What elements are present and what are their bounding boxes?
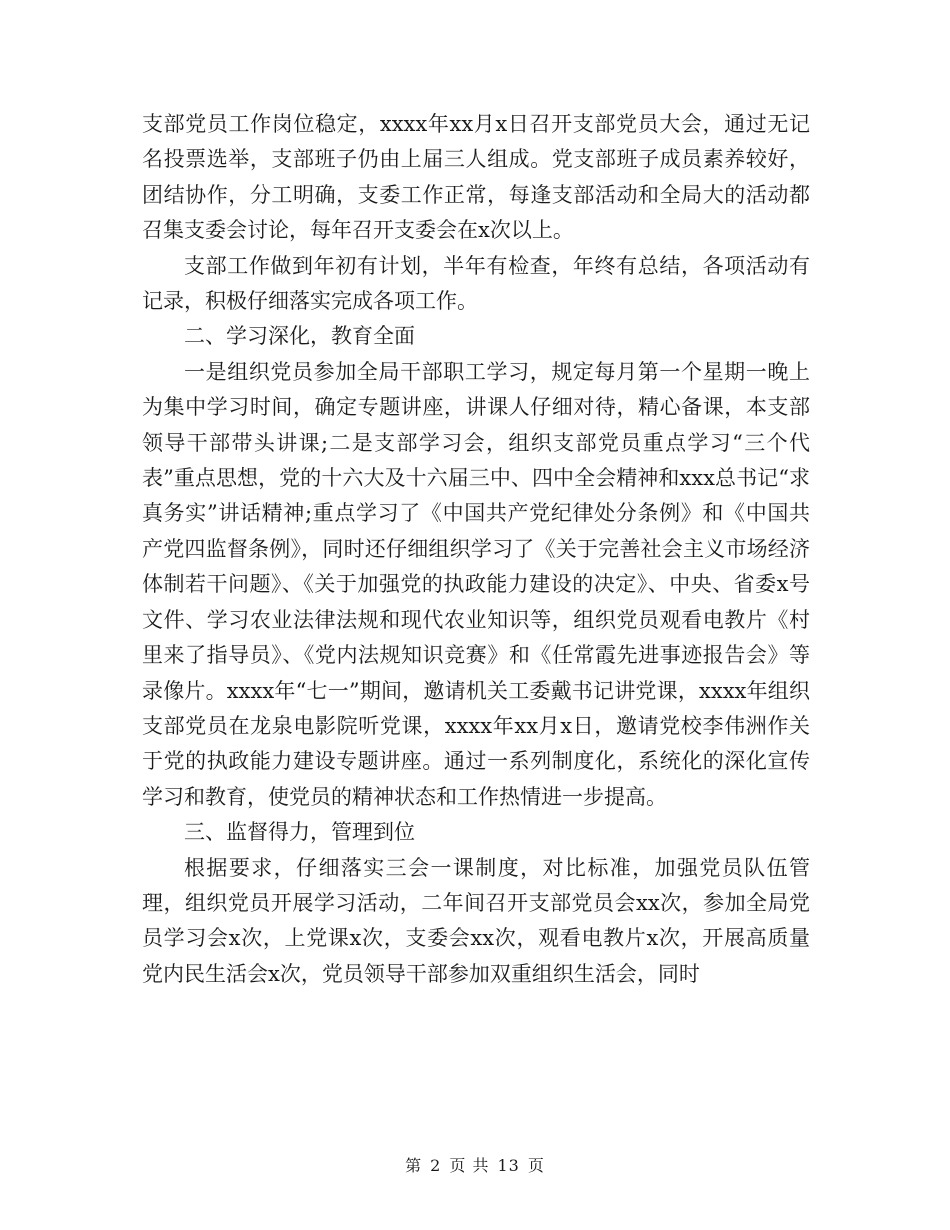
page-footer [0,1153,950,1176]
paragraph-work-plan: 支部工作做到年初有计划，半年有检查，年终有总结，各项活动有记录，积极仔细落实完成各项工作。 [142,253,810,314]
paragraph-study-details: 一是组织党员参加全局干部职工学习，规定每月第一个星期一晚上为集中学习时间，确定专题讲座，讲课人仔细对待，精心备课，本支部领导干部带头讲课;二是支部学习会，组织支部党员重点学习“三个代表”重点思想，党的十六大及十六届三中、四中全会精神和xxx总书记“求真务实”讲话精神;重点学习了《中国共产党纪律处分条例》和《中国共产党四监督条例》，同时还仔细组织学习了《关于完善社会主义市场经济体制若干问题》、《关于加强党的执政能力建设的决定》、中央、省委x号文件、学习农业法律法规和现代农业知识等，组织党员观看电教片《村里来了指导员》、《党内法规知识竞赛》和《任常霞先进事迹报告会》等录像片。xxxx年“七一”期间，邀请机关工委戴书记讲党课，xxxx年组织支部党员在龙泉电影院听党课，xxxx年xx月x日，邀请党校李伟洲作关于党的执政能力建设专题讲座。通过一系列制度化，系统化的深化宣传学习和教育，使党员的精神状态和工作热情进一步提高。 [142,359,810,809]
section-heading-study: 二、学习深化，教育全面 [184,324,415,349]
document-body [142,107,810,992]
footer-prefix: 第 [405,1156,423,1175]
footer-middle: 页 共 [449,1156,490,1175]
footer-suffix: 页 [527,1156,545,1175]
footer-total-pages: 13 [497,1156,520,1175]
paragraph-continuation: 支部党员工作岗位稳定，xxxx年xx月x日召开支部党员大会，通过无记名投票选举，支部班子仍由上届三人组成。党支部班子成员素养较好，团结协作，分工明确，支委工作正常，每逢支部活动和全局大的活动都召集支委会讨论，每年召开支委会在x次以上。 [142,112,810,243]
paragraph-supervision-details: 根据要求，仔细落实三会一课制度，对比标准，加强党员队伍管理，组织党员开展学习活动，二年间召开支部党员会xx次，参加全局党员学习会x次，上党课x次，支委会xx次，观看电教片x次，开展高质量党内民生活会x次，党员领导干部参加双重组织生活会，同时 [142,855,810,986]
section-heading-supervision: 三、监督得力，管理到位 [184,820,415,845]
footer-page-number: 2 [430,1156,442,1175]
